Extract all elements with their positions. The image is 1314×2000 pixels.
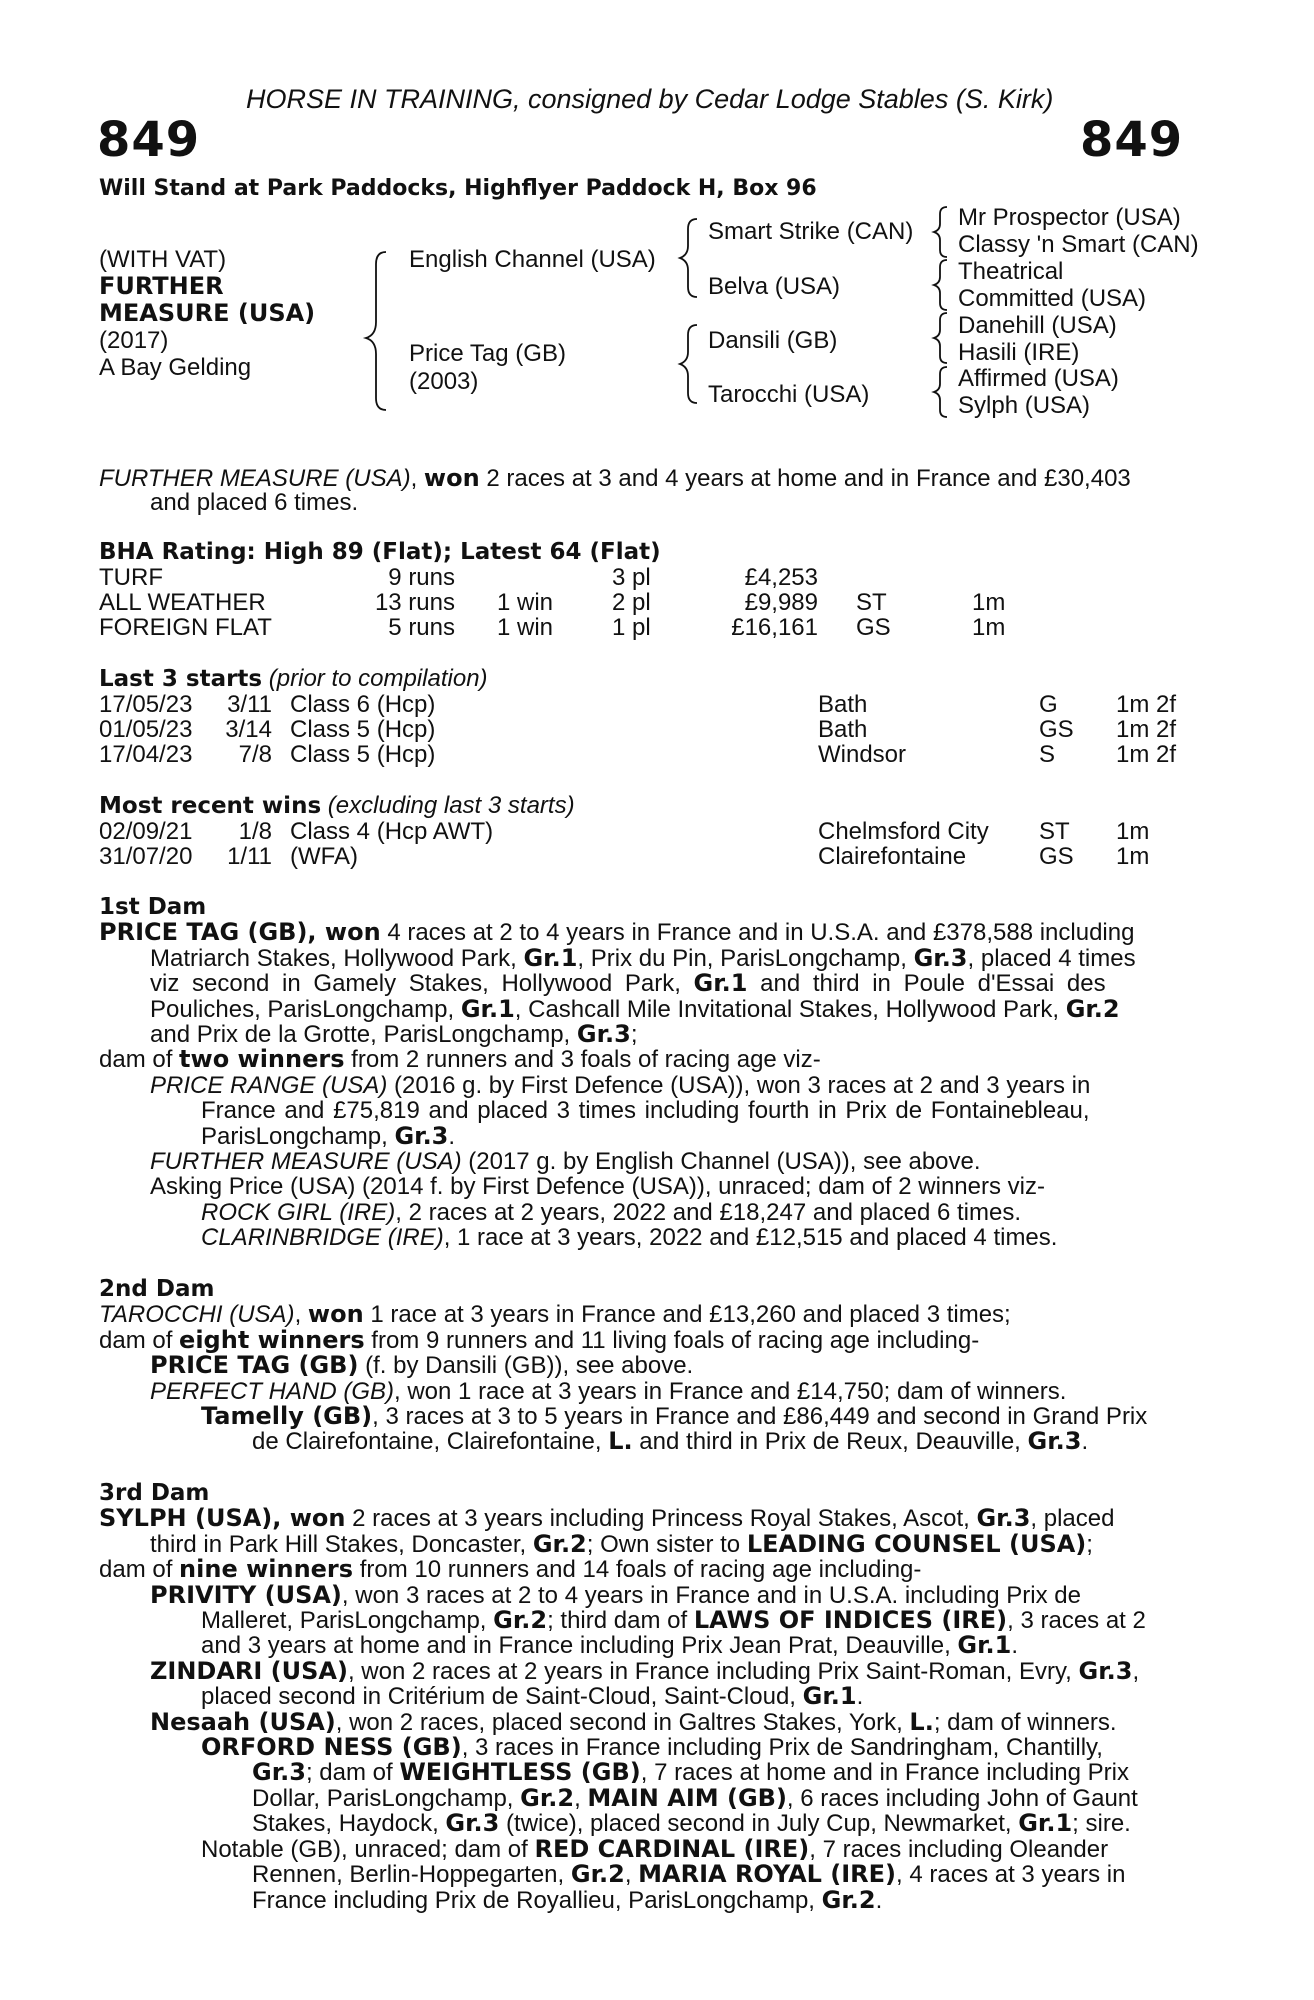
first-dam-line — [99, 971, 1202, 996]
grade: Gr.3 — [252, 1758, 306, 1787]
text: Malleret, ParisLongchamp, — [201, 1607, 494, 1635]
text: Pouliches, ParisLongchamp, — [150, 995, 461, 1023]
text: , — [294, 1301, 308, 1329]
start-race: Class 5 (Hcp) — [290, 716, 436, 743]
first-dam-line — [99, 1149, 1202, 1174]
rating-placed: 1 pl — [612, 614, 651, 641]
rating-going: ST — [856, 589, 887, 616]
summary-line1: FURTHER MEASURE (USA), won 2 races at 3 and 4 years at home and in France and £30,403 — [99, 464, 1131, 492]
third-dam-line — [99, 1608, 1202, 1633]
text: . — [1081, 1428, 1089, 1456]
horse-year: (2017) — [99, 327, 169, 354]
text: from 2 runners and 3 foals of racing age viz- — [344, 1046, 821, 1074]
first-dam-line — [99, 1121, 1202, 1150]
grade: Gr.3 — [1027, 1427, 1082, 1456]
text: , 7 races including Oleander — [809, 1835, 1109, 1863]
text: France including Prix de Royallieu, ParisLongchamp, — [252, 1886, 822, 1914]
start-distance: 1m 2f — [1116, 716, 1177, 743]
pedigree-g8: Sylph (USA) — [958, 392, 1091, 419]
text: , 6 races including John of Gaunt — [786, 1784, 1138, 1812]
text: ; Own sister to — [586, 1530, 747, 1558]
grade: Gr.3 — [976, 1504, 1031, 1533]
start-position: 7/8 — [238, 741, 272, 768]
rating-surface: ALL WEATHER — [99, 589, 266, 616]
rating-earnings: £9,989 — [744, 589, 818, 616]
start-course: Bath — [818, 716, 868, 743]
text: , 3 races at 2 — [1007, 1607, 1146, 1635]
text: dam of — [99, 1556, 180, 1584]
text: , placed 4 times — [967, 944, 1136, 972]
win-course: Chelmsford City — [818, 818, 989, 845]
win-race: (WFA) — [290, 843, 358, 870]
winners-count: nine winners — [179, 1555, 354, 1584]
third-dam-line — [99, 1684, 1202, 1709]
third-dam-line — [99, 1760, 1202, 1785]
relative-name: LAWS OF INDICES (IRE) — [693, 1606, 1008, 1635]
grade: Gr.2 — [821, 1885, 876, 1914]
third-dam-line — [99, 1529, 1202, 1558]
grade: L. — [608, 1427, 633, 1456]
text: , won 2 races, placed second in Galtres Stakes, York, — [335, 1708, 910, 1736]
grade: Gr.2 — [520, 1783, 575, 1812]
grade: Gr.2 — [570, 1860, 625, 1889]
text: , won 1 race at 3 years in France and £14,750; dam of winners. — [394, 1377, 1067, 1405]
pedigree-dam-sire: Dansili (GB) — [708, 327, 838, 354]
third-dam-line — [99, 1862, 1202, 1887]
last-starts-note: (prior to compilation) — [262, 665, 488, 692]
grade: Gr.1 — [1018, 1809, 1073, 1838]
win-distance: 1m — [1116, 843, 1150, 870]
third-dam-line — [99, 1834, 1202, 1863]
text: , — [574, 1784, 588, 1812]
rating-runs: 5 runs — [388, 614, 455, 641]
text: placed second in Critérium de Saint-Cloud, Saint-Cloud, — [201, 1683, 803, 1711]
third-dam-line — [99, 1506, 1202, 1531]
start-course: Bath — [818, 691, 868, 718]
rating-placed: 3 pl — [612, 564, 651, 591]
first-dam-title: 1st Dam — [99, 894, 207, 920]
produce-name: FURTHER MEASURE (USA) — [150, 1148, 462, 1176]
grade: Gr.3 — [445, 1809, 500, 1838]
text: , 2 races at 2 years, 2022 and £18,247 and placed 6 times. — [395, 1198, 1021, 1226]
rating-distance: 1m — [972, 614, 1006, 641]
grade: Gr.1 — [693, 969, 748, 998]
rating-earnings: £4,253 — [744, 564, 818, 591]
text: Notable (GB), unraced; dam of — [201, 1835, 535, 1863]
produce-name: ROCK GIRL (IRE) — [201, 1198, 396, 1226]
second-dam-line — [99, 1379, 1202, 1404]
text: dam of — [99, 1326, 180, 1354]
start-going: S — [1039, 741, 1056, 768]
start-position: 3/14 — [225, 716, 272, 743]
pedigree-g2: Classy 'n Smart (CAN) — [958, 231, 1199, 258]
text: and Prix de la Grotte, ParisLongchamp, — [150, 1021, 577, 1049]
rating-runs: 13 runs — [374, 589, 455, 616]
text: Dollar, ParisLongchamp, — [252, 1784, 521, 1812]
text: ; dam of — [305, 1759, 400, 1787]
pedigree-dam-year: (2003) — [409, 368, 479, 395]
last-starts-title: Last 3 starts — [99, 666, 263, 692]
second-dam-line — [99, 1429, 1202, 1454]
text: Stakes, Haydock, — [252, 1810, 446, 1838]
third-dam-title: 3rd Dam — [99, 1480, 210, 1506]
text: ; sire. — [1072, 1810, 1131, 1838]
text: , won 2 races at 2 years in France including Prix Saint-Roman, Evry, — [347, 1657, 1079, 1685]
start-distance: 1m 2f — [1116, 691, 1177, 718]
recent-wins-note: (excluding last 3 starts) — [321, 792, 575, 819]
win-date: 02/09/21 — [99, 818, 193, 845]
grade: Gr.3 — [576, 1020, 631, 1049]
second-dam-title: 2nd Dam — [99, 1276, 215, 1302]
pedigree-dam-dam: Tarocchi (USA) — [708, 381, 870, 408]
horse-name-line2: MEASURE (USA) — [99, 299, 316, 327]
relative-name: WEIGHTLESS (GB) — [399, 1758, 641, 1787]
produce-name: Tamelly (GB) — [201, 1402, 373, 1431]
text: ParisLongchamp, — [201, 1122, 395, 1150]
produce-name: Nesaah (USA) — [150, 1707, 336, 1736]
start-distance: 1m 2f — [1116, 741, 1177, 768]
pedigree-sire-sire: Smart Strike (CAN) — [708, 218, 914, 245]
win-race: Class 4 (Hcp AWT) — [290, 818, 494, 845]
text: . — [856, 1683, 864, 1711]
summary-won: won — [423, 464, 480, 492]
recent-wins-heading — [99, 793, 575, 819]
rating-distance: 1m — [972, 589, 1006, 616]
relative-name: RED CARDINAL (IRE) — [534, 1834, 810, 1863]
text: , Prix du Pin, ParisLongchamp, — [577, 944, 914, 972]
rating-surface: FOREIGN FLAT — [99, 614, 272, 641]
third-dam-line — [99, 1580, 1202, 1609]
text: (2017 g. by English Channel (USA)), see above. — [461, 1148, 981, 1176]
grade: Gr.3 — [394, 1121, 449, 1150]
grade: Gr.1 — [957, 1631, 1012, 1660]
stand-location: Will Stand at Park Paddocks, Highflyer Paddock H, Box 96 — [99, 176, 817, 201]
text: (f. by Dansili (GB)), see above. — [358, 1352, 694, 1380]
grade: L. — [909, 1707, 934, 1736]
last-starts-heading — [99, 666, 488, 692]
first-dam-line — [99, 1047, 1202, 1072]
summary-line2: and placed 6 times. — [150, 489, 359, 516]
start-date: 17/05/23 — [99, 691, 193, 718]
dam-name-won: PRICE TAG (GB), won — [99, 918, 381, 947]
grade: Gr.3 — [913, 943, 968, 972]
grade: Gr.1 — [460, 994, 515, 1023]
summary-name: FURTHER MEASURE (USA) — [99, 465, 411, 492]
text: 1 race at 3 years in France and £13,260 and placed 3 times; — [363, 1301, 1011, 1329]
winners-count: eight winners — [179, 1325, 365, 1354]
dam-name: TAROCCHI (USA) — [99, 1301, 295, 1329]
first-dam-line — [99, 1200, 1202, 1225]
rating-title: BHA Rating: High 89 (Flat); Latest 64 (Flat) — [99, 539, 661, 565]
start-going: GS — [1039, 716, 1074, 743]
third-dam-section — [99, 1481, 1202, 1913]
rating-going: GS — [856, 614, 891, 641]
second-dam-line — [99, 1353, 1202, 1378]
first-dam-line — [99, 1022, 1202, 1047]
horse-name-line1: FURTHER — [99, 272, 224, 300]
text: ; — [630, 1021, 638, 1049]
third-dam-line — [99, 1707, 1202, 1736]
rating-runs: 9 runs — [388, 564, 455, 591]
produce-name: PRICE TAG (GB) — [150, 1351, 359, 1380]
produce-name: ORFORD NESS (GB) — [201, 1733, 462, 1762]
produce-name: PERFECT HAND (GB) — [150, 1377, 395, 1405]
text: , 1 race at 3 years, 2022 and £12,515 and placed 4 times. — [443, 1224, 1058, 1252]
second-dam-section — [99, 1277, 1202, 1455]
pedigree-dam: Price Tag (GB) — [409, 340, 566, 367]
text: dam of — [99, 1046, 180, 1074]
grade: Gr.2 — [493, 1606, 548, 1635]
relative-name: LEADING COUNSEL (USA) — [746, 1529, 1087, 1558]
first-dam-line — [99, 920, 1202, 945]
third-dam-line — [99, 1885, 1202, 1914]
text: , placed — [1030, 1505, 1115, 1533]
rating-surface: TURF — [99, 564, 163, 591]
pedigree-g6: Hasili (IRE) — [958, 339, 1080, 366]
grade: Gr.2 — [532, 1529, 587, 1558]
won: won — [307, 1300, 364, 1329]
win-going: ST — [1039, 818, 1070, 845]
second-dam-line — [99, 1325, 1202, 1354]
lot-number-right: 849 — [1080, 112, 1184, 168]
text: from 10 runners and 14 foals of racing age including- — [353, 1556, 922, 1584]
grade: Gr.1 — [523, 943, 578, 972]
text: and 3 years at home and in France including Prix Jean Prat, Deauville, — [201, 1632, 958, 1660]
win-distance: 1m — [1116, 818, 1150, 845]
win-date: 31/07/20 — [99, 843, 193, 870]
text: . — [875, 1886, 883, 1914]
first-dam-section — [99, 895, 1202, 1251]
win-going: GS — [1039, 843, 1074, 870]
pedigree-g1: Mr Prospector (USA) — [958, 204, 1181, 231]
start-position: 3/11 — [227, 691, 272, 718]
win-position: 1/11 — [227, 843, 272, 870]
lot-number-left: 849 — [97, 112, 201, 168]
text: (twice), placed second in July Cup, Newmarket, — [499, 1810, 1019, 1838]
first-dam-line — [99, 943, 1202, 972]
relative-name: MARIA ROYAL (IRE) — [638, 1860, 897, 1889]
second-dam-line — [99, 1302, 1202, 1327]
rating-wins: 1 win — [497, 614, 554, 641]
first-dam-line: Asking Price (USA) (2014 f. by First Defence (USA)), unraced; dam of 2 winners viz- — [150, 1173, 1045, 1201]
text: and third in Poule d'Essai des — [747, 970, 1106, 998]
text: , Cashcall Mile Invitational Stakes, Hollywood Park, — [514, 995, 1066, 1023]
third-dam-line — [99, 1656, 1202, 1685]
third-dam-line — [99, 1783, 1202, 1812]
text: ; — [1086, 1530, 1093, 1558]
text: de Clairefontaine, Clairefontaine, — [252, 1428, 609, 1456]
text: from 9 runners and 11 living foals of racing age including- — [364, 1326, 980, 1354]
pedigree-g5: Danehill (USA) — [958, 312, 1117, 339]
start-date: 17/04/23 — [99, 741, 193, 768]
vat-status: (WITH VAT) — [99, 246, 227, 273]
text: 4 races at 2 to 4 years in France and in U.S.A. and £378,588 including — [380, 919, 1135, 947]
text: , — [1132, 1657, 1140, 1685]
consignment-header: HORSE IN TRAINING, consigned by Cedar Lodge Stables (S. Kirk) — [246, 84, 1054, 114]
text: ; dam of winners. — [933, 1708, 1117, 1736]
text: , 7 races at home and in France including Prix — [640, 1759, 1129, 1787]
produce-name: ZINDARI (USA) — [150, 1656, 348, 1685]
winners-count: two winners — [179, 1045, 345, 1074]
horse-description: A Bay Gelding — [99, 354, 252, 381]
third-dam-line — [99, 1735, 1202, 1760]
first-dam-line — [99, 1225, 1202, 1250]
text: , — [624, 1861, 639, 1889]
rating-earnings: £16,161 — [731, 614, 818, 641]
third-dam-line — [99, 1633, 1202, 1658]
start-race: Class 5 (Hcp) — [290, 741, 436, 768]
grade: Gr.3 — [1078, 1656, 1133, 1685]
rating-placed: 2 pl — [612, 589, 651, 616]
third-dam-line — [99, 1557, 1202, 1582]
text: viz second in Gamely Stakes, Hollywood Park, — [150, 970, 694, 998]
first-dam-line — [99, 994, 1202, 1023]
start-date: 01/05/23 — [99, 716, 193, 743]
start-course: Windsor — [818, 741, 907, 768]
text: , 3 races in France including Prix de Sandringham, Chantilly, — [461, 1734, 1103, 1762]
third-dam-line — [99, 1811, 1202, 1836]
second-dam-line — [99, 1404, 1202, 1429]
text: ; third dam of — [547, 1607, 694, 1635]
produce-name: PRIVITY (USA) — [150, 1580, 342, 1609]
grade: Gr.2 — [1065, 994, 1120, 1023]
win-course: Clairefontaine — [818, 843, 967, 870]
text: , won 3 races at 2 to 4 years in France and in U.S.A. including Prix de — [341, 1581, 1081, 1609]
text: Matriarch Stakes, Hollywood Park, — [150, 944, 524, 972]
win-position: 1/8 — [238, 818, 272, 845]
relative-name: MAIN AIM (GB) — [587, 1783, 787, 1812]
grade: Gr.1 — [802, 1682, 857, 1711]
produce-name: CLARINBRIDGE (IRE) — [201, 1224, 444, 1252]
summary-text1: 2 races at 3 and 4 years at home and in France and £30,403 — [479, 465, 1131, 492]
text: , 3 races at 3 to 5 years in France and £86,449 and second in Grand Prix — [372, 1403, 1148, 1431]
start-going: G — [1039, 691, 1058, 718]
text: . — [448, 1122, 456, 1150]
pedigree-g3: Theatrical — [958, 258, 1064, 285]
first-dam-line — [99, 1073, 1202, 1098]
text: , 4 races at 3 years in — [896, 1861, 1126, 1889]
text: and third in Prix de Reux, Deauville, — [632, 1428, 1028, 1456]
text: 2 races at 3 years including Princess Royal Stakes, Ascot, — [345, 1505, 977, 1533]
pedigree-g7: Affirmed (USA) — [958, 365, 1119, 392]
text: third in Park Hill Stakes, Doncaster, — [150, 1530, 533, 1558]
pedigree-sire: English Channel (USA) — [409, 246, 656, 273]
text: . — [1011, 1632, 1019, 1660]
start-race: Class 6 (Hcp) — [290, 691, 436, 718]
pedigree-g4: Committed (USA) — [958, 285, 1147, 312]
dam-name-won: SYLPH (USA), won — [99, 1504, 346, 1533]
text: (2016 g. by First Defence (USA)), won 3 races at 2 and 3 years in — [387, 1071, 1091, 1099]
pedigree-sire-dam: Belva (USA) — [708, 273, 841, 300]
produce-name: PRICE RANGE (USA) — [150, 1071, 388, 1099]
recent-wins-title: Most recent wins — [99, 793, 322, 819]
text: Rennen, Berlin-Hoppegarten, — [252, 1861, 571, 1889]
rating-wins: 1 win — [497, 589, 554, 616]
first-dam-line: France and £75,819 and placed 3 times including fourth in Prix de Fontainebleau, — [201, 1097, 1090, 1125]
